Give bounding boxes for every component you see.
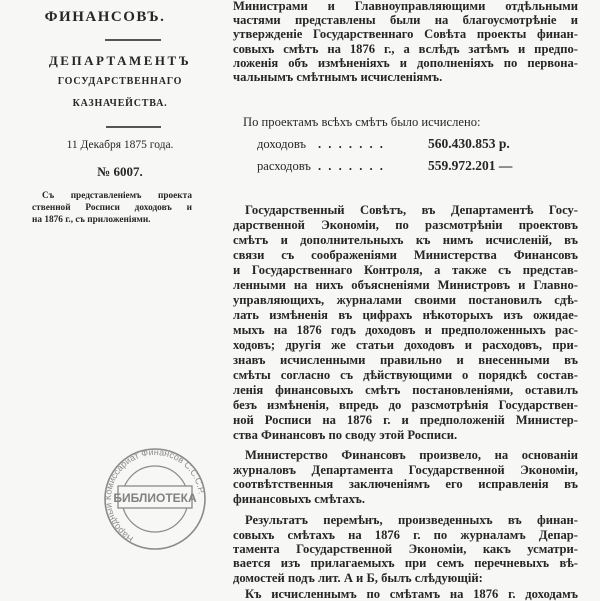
divider [106, 126, 161, 128]
text-line: и Государственнаго Контроля, а также съ представ- [233, 263, 578, 277]
text-line: журналовъ Департамента Государственной Экономіи, [233, 463, 578, 477]
subdepartment-line-2: КАЗНАЧЕЙСТВА. [72, 98, 168, 109]
text-line: Государственный Совѣтъ, въ Департаментѣ Госу- [245, 203, 578, 217]
text-line: ленія финансовыхъ смѣтъ постановленіями, оставилъ [233, 383, 578, 397]
document-date: 11 Декабря 1875 года. [66, 139, 174, 151]
text-line: управляющихъ, журналами своими постановилъ сдѣ- [233, 293, 578, 307]
totals-label: доходовъ [257, 137, 306, 151]
library-stamp [90, 448, 220, 563]
text-line: совыхъ смѣтъ на 1876 г., а вслѣдъ затѣмъ и предпо- [233, 41, 578, 56]
totals-value: 559.972.201 — [428, 158, 513, 173]
text-line: совыхъ смѣтахъ на 1876 г. по журналамъ Депар- [233, 528, 578, 542]
divider [105, 39, 161, 41]
text-line: тамента Государственной Экономіи, какъ усматри- [233, 542, 578, 556]
document-number: № 6007. [97, 164, 143, 179]
text-line: смѣты согласно съ дѣйствующими о порядкѣ состав- [233, 368, 578, 382]
text-line: домостей подъ лит. А и Б, былъ слѣдующій: [233, 571, 483, 585]
text-line: знавъ исчисленными правильно и внесенными въ [233, 353, 578, 367]
leader-dots: . . . . . . . [318, 137, 385, 151]
text-line: Министерство Финансовъ произвело, на основаніи [245, 448, 578, 462]
text-line: ложенія объ измѣненіяхъ и дополненіяхъ по первона- [233, 55, 578, 70]
text-line: утвержденіе Государственнаго Совѣта проекты финан- [233, 27, 578, 42]
department-title: ДЕПАРТАМЕНТЪ [48, 53, 192, 68]
enclosure-note [32, 190, 192, 226]
totals-value: 560.430.853 р. [428, 136, 510, 151]
text-line: ства Финансовъ по своду этой Росписи. [233, 428, 458, 442]
text-line: финансовыхъ смѣтахъ. [233, 492, 365, 506]
subdepartment-line-1: ГОСУДАРСТВЕННАГО [57, 76, 183, 87]
text-line: вается изъ прилагаемыхъ при семъ перечневыхъ вѣ- [233, 556, 578, 570]
text-line: соотвѣтственныя заключеніямъ его исправленія въ [233, 477, 578, 491]
text-line: лать измѣненія въ цифрахъ нѣкоторыхъ изъ ожидае- [233, 308, 578, 322]
note-line: Съ представленіемъ проекта [42, 191, 192, 201]
text-line: Министрами и Главноуправляющими отдѣльными [233, 0, 578, 13]
text-line: смѣтъ и дополнительныхъ къ нимъ исчисленій, въ [233, 233, 578, 247]
text-line: безъ измѣненія, впредь до разсмотрѣнія Государствен- [233, 398, 578, 412]
text-line: Результатъ перемѣнъ, произведенныхъ въ финан- [245, 513, 578, 527]
text-line: мыхъ на 1876 годъ доходовъ и предположенныхъ рас- [233, 323, 578, 337]
text-line: дарственной Экономіи, по разсмотрѣніи проектовъ [233, 218, 578, 232]
text-line: ленными на нихъ объясненіями Министровъ и Главно- [233, 278, 578, 292]
text-line: связи съ соображеніями Министерства Финансовъ [233, 248, 578, 262]
svg-text:БИБЛИОТЕКА: БИБЛИОТЕКА [113, 491, 197, 505]
text-line: ной Росписи на 1876 г. и предположеній Министер- [233, 413, 578, 427]
text-line: частями представлены были на благоусмотрѣніе и [233, 13, 578, 28]
text-line: ходовъ; другія же статьи доходовъ и расходовъ, при- [233, 338, 578, 352]
note-line: ственной Росписи доходовъ и [32, 203, 192, 213]
text-line: Къ исчисленнымъ по смѣтамъ на 1876 г. доходамъ [245, 587, 578, 601]
leader-dots: . . . . . . . [318, 159, 385, 173]
svg-text:Народный Комиссариат Финансов: Народный Комиссариат Финансов С.С.С.Р. [102, 448, 207, 545]
text-line: чальнымъ смѣтнымъ исчисленіямъ. [233, 70, 443, 84]
ministry-heading: ФИНАНСОВЪ. [44, 9, 166, 25]
totals-heading: По проектамъ всѣхъ смѣтъ было исчислено: [243, 115, 481, 129]
note-line: на 1876 г., съ приложеніями. [32, 215, 151, 225]
totals-label: расходовъ [257, 159, 311, 173]
